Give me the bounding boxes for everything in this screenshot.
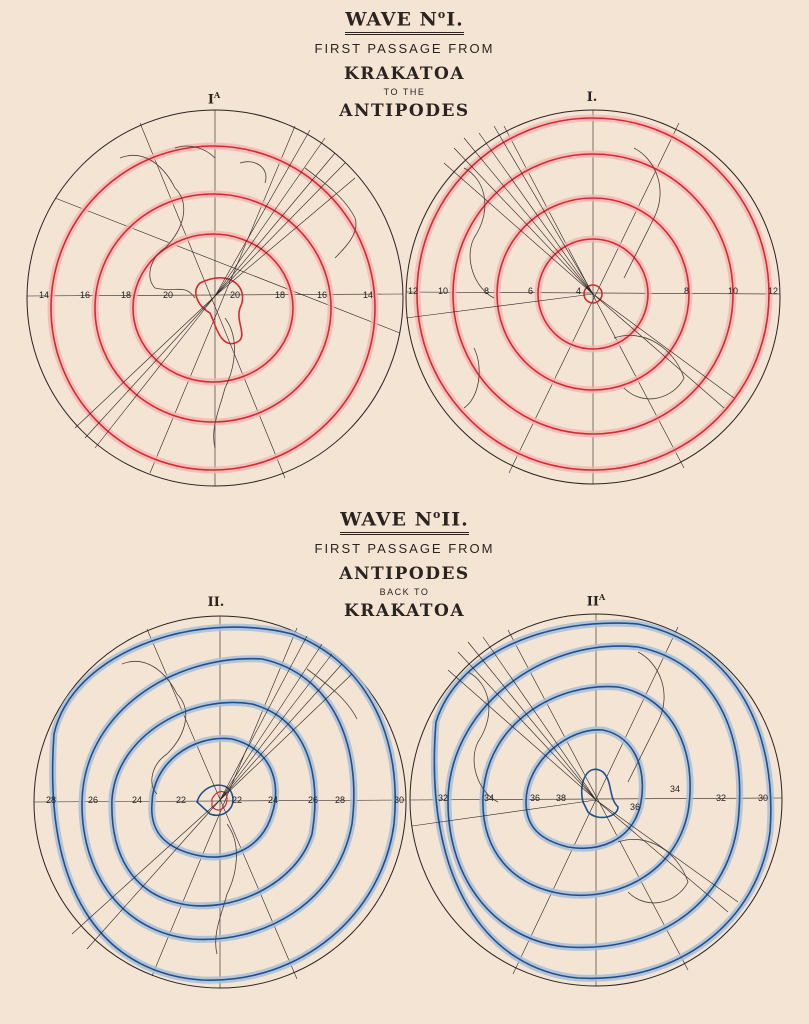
- map-1: [404, 108, 782, 486]
- svg-text:38: 38: [556, 793, 567, 803]
- map-2a: [408, 612, 784, 988]
- svg-text:24: 24: [132, 795, 143, 805]
- map-1-label: I.: [586, 90, 598, 105]
- svg-text:14: 14: [363, 290, 374, 300]
- wave1-title: WAVE $N^oI$.: [345, 8, 464, 35]
- wave2-origin: ANTIPODES: [339, 564, 470, 585]
- wave2-subtitle: FIRST PASSAGE FROM: [314, 541, 495, 557]
- wave2-header: [0, 508, 809, 621]
- svg-text:26: 26: [88, 795, 99, 805]
- svg-text:36: 36: [630, 802, 641, 812]
- svg-text:14: 14: [39, 290, 50, 300]
- svg-text:34: 34: [670, 784, 681, 794]
- svg-text:10: 10: [728, 286, 739, 296]
- map-1-graticule: [406, 110, 780, 484]
- svg-text:22: 22: [232, 795, 243, 805]
- map-2a-label: $II^A$: [586, 592, 606, 610]
- wave1-connector: TO THE: [383, 87, 426, 98]
- svg-text:28: 28: [46, 795, 57, 805]
- svg-text:6: 6: [528, 286, 534, 296]
- wave1-subtitle: FIRST PASSAGE FROM: [314, 41, 495, 57]
- svg-text:12: 12: [768, 286, 779, 296]
- svg-text:28: 28: [335, 795, 346, 805]
- svg-text:8: 8: [684, 286, 690, 296]
- wave1-origin: KRAKATOA: [343, 64, 466, 85]
- svg-text:16: 16: [80, 290, 91, 300]
- wave1-destination: ANTIPODES: [339, 101, 470, 122]
- svg-text:32: 32: [716, 793, 727, 803]
- svg-text:36: 36: [530, 793, 541, 803]
- svg-text:24: 24: [268, 795, 279, 805]
- svg-text:12: 12: [408, 286, 419, 296]
- map-2a-ring-labels: [438, 784, 768, 812]
- svg-text:20: 20: [163, 290, 174, 300]
- map-1a: [25, 108, 405, 488]
- svg-text:26: 26: [308, 795, 319, 805]
- svg-text:32: 32: [438, 793, 449, 803]
- svg-text:30: 30: [758, 793, 769, 803]
- svg-text:4: 4: [576, 286, 582, 296]
- svg-text:30: 30: [394, 795, 405, 805]
- wave2-destination: KRAKATOA: [343, 601, 466, 622]
- svg-text:22: 22: [176, 795, 187, 805]
- svg-text:18: 18: [121, 290, 132, 300]
- wave1-header: [0, 8, 809, 121]
- svg-text:8: 8: [484, 286, 490, 296]
- map-1a-label: $I^A$: [207, 90, 221, 108]
- svg-text:16: 16: [317, 290, 328, 300]
- map-2-label: II.: [207, 595, 225, 610]
- svg-text:20: 20: [230, 290, 241, 300]
- svg-text:10: 10: [438, 286, 449, 296]
- map-2: [32, 614, 408, 990]
- svg-text:18: 18: [275, 290, 286, 300]
- svg-text:34: 34: [484, 793, 495, 803]
- wave2-title: WAVE $N^oII$.: [340, 508, 468, 535]
- wave2-connector: BACK TO: [379, 587, 430, 598]
